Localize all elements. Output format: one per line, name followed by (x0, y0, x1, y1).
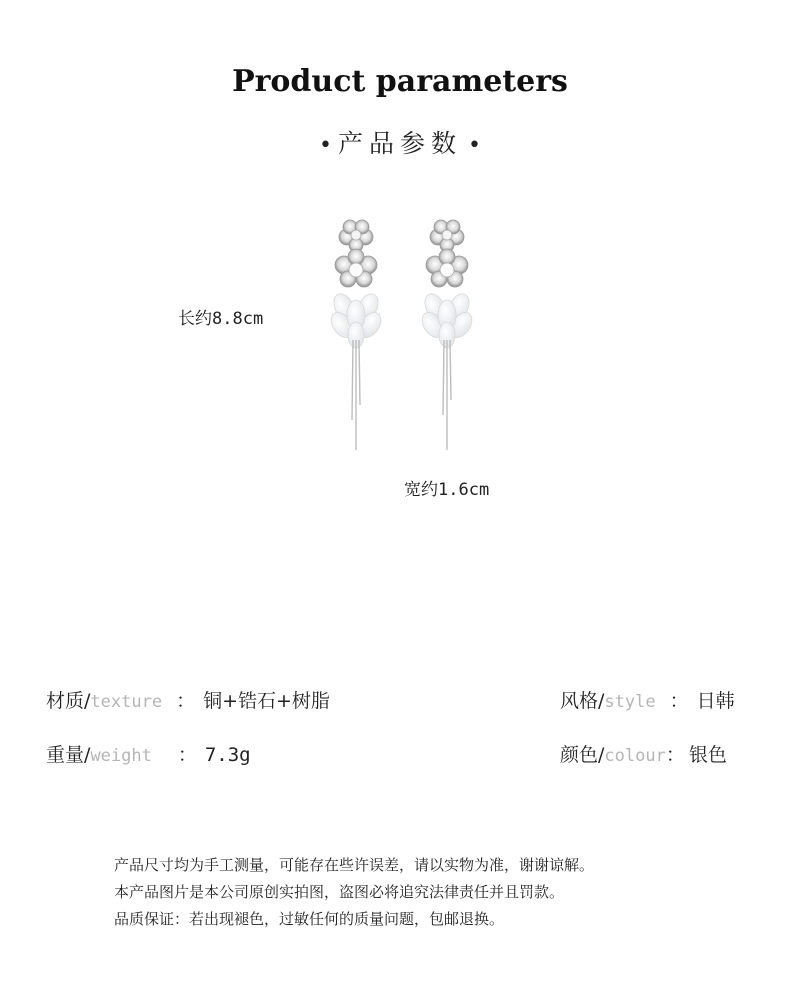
earring-left (327, 220, 386, 450)
spec-style-value: 日韩 (696, 690, 735, 712)
spec-color-value: 银色 (688, 744, 727, 766)
spec-color-label: 颜色/ (560, 744, 605, 766)
page-title: Product parameters (232, 64, 568, 99)
spec-color (560, 740, 727, 767)
spec-weight-colon: ： (177, 744, 197, 766)
spec-color-label-en: colour (604, 746, 666, 766)
note-line: 产品尺寸均为手工测量，可能存在些许误差，请以实物为准，谢谢谅解。 (114, 856, 595, 874)
spec-style (560, 686, 735, 713)
spec-weight-label: 重量/ (46, 744, 91, 766)
spec-style-colon: ： (669, 690, 689, 712)
width-dimension: 宽约1.6cm (404, 480, 490, 500)
subtitle-text: 产品参数 (337, 129, 462, 158)
spec-color-colon: ： (665, 744, 685, 766)
bullet-left: • (319, 133, 332, 158)
notes-block (114, 852, 594, 933)
spec-material-colon: ： (176, 690, 196, 712)
spec-material (46, 686, 330, 713)
spec-weight-label-en: weight (90, 746, 152, 766)
spec-weight-value: 7.3g (204, 744, 251, 766)
spec-material-label-en: texture (90, 692, 163, 712)
note-line: 本产品图片是本公司原创实拍图，盗图必将追究法律责任并且罚款。 (114, 883, 565, 901)
page-subtitle (0, 124, 800, 160)
note-line: 品质保证：若出现褪色，过敏任何的质量问题，包邮退换。 (114, 910, 505, 928)
length-dimension: 长约8.8cm (178, 309, 264, 329)
bullet-right: • (468, 133, 481, 158)
spec-weight (46, 740, 251, 767)
spec-style-label: 风格/ (560, 690, 605, 712)
spec-style-label-en: style (604, 692, 656, 712)
spec-material-label: 材质/ (46, 690, 91, 712)
earring-right (418, 220, 477, 450)
earrings-product-image (300, 215, 500, 465)
spec-material-value: 铜+锆石+树脂 (203, 690, 330, 712)
